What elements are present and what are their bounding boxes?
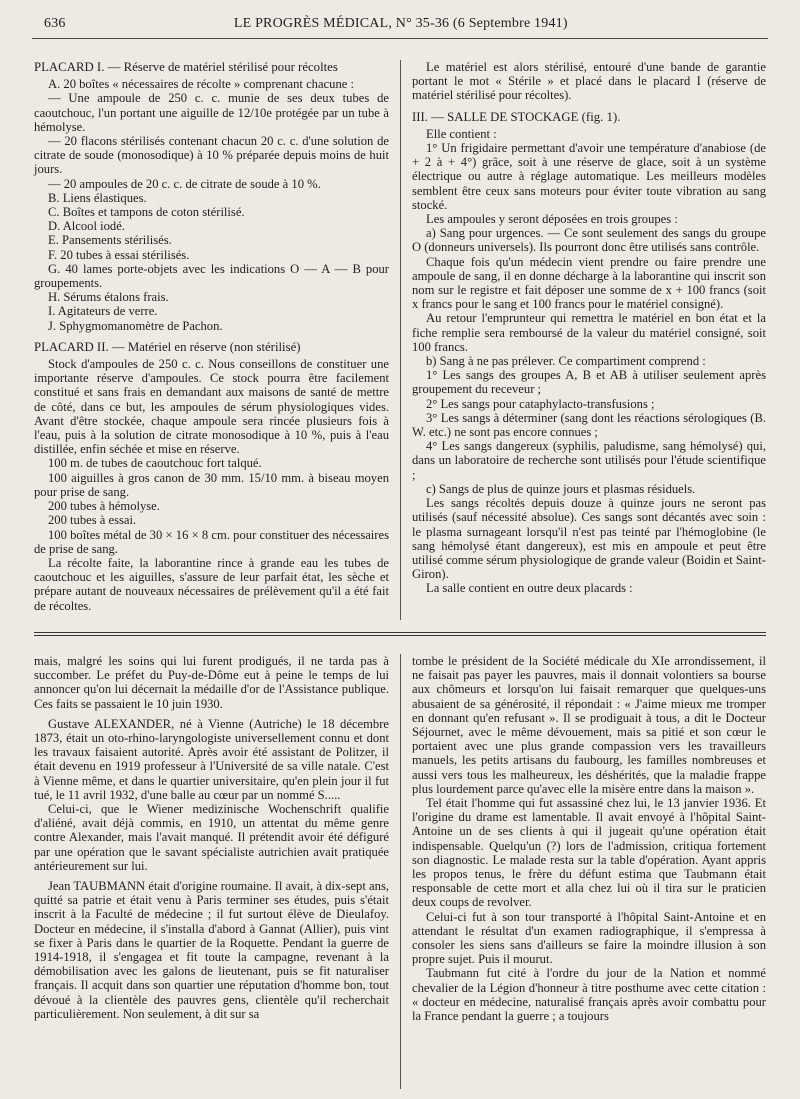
paragraph: J. Sphygmomanomètre de Pachon.	[48, 318, 223, 333]
section-heading: PLACARD II. — Matériel en réserve (non stérilisé)	[34, 339, 301, 354]
paragraph: 3° Les sangs à déterminer (sang dont les réactions sérologiques (B. W. etc.) ne sont pas encore connues ;	[412, 410, 766, 440]
paragraph: a) Sang pour urgences. — Ce sont seulement des sangs du groupe O (donneurs universels). Ils pourront donc être utilisés sans contrôle.	[412, 226, 766, 255]
paragraph: Taubmann fut cité à l'ordre du jour de la Nation et nommé chevalier de la Légion d'honneur à titre posthume avec cette citation : « docteur en médecine, naturalisé français après avoir combattu pour la France pendant la guerre ; a toujours	[412, 966, 766, 1024]
paragraph: I. Agitateurs de verre.	[48, 304, 158, 319]
paragraph: Tel était l'homme qui fut assassiné chez lui, le 13 janvier 1936. Et l'origine du drame est lamentable. Il avait envoyé à l'hôpital Saint-Antoine un de ses clients à qui il jugeait qu'une opération était indispensable. Quelqu'un (?) lors de l'admission, critiqua fortement son diagnostic. Le malade resta sur la table d'opération. Ayant appris les propos tenus, le frère du défunt estima que Taubmann était responsable de cette mort et alla chez lui où il tira sur le praticien deux coups de revolver.	[412, 796, 766, 910]
paragraph: Chaque fois qu'un médecin vient prendre ou faire prendre une ampoule de sang, il en donne décharge à la laborantine qui inscrit son nom sur le registre et fait déposer une somme de x + 100 francs (soit x francs pour le sang et 100 francs pour le matériel consigné).	[412, 254, 766, 312]
paragraph: b) Sang à ne pas prélever. Ce compartiment comprend :	[426, 354, 706, 369]
bottom-right-column	[412, 654, 766, 1023]
paragraph: 200 tubes à hémolyse.	[48, 499, 160, 514]
paragraph: Le matériel est alors stérilisé, entouré d'une bande de garantie portant le mot « Stérile » et placé dans le placard I (réserve de matériel stérilisé pour récoltes).	[412, 60, 766, 103]
paragraph: 2° Les sangs pour cataphylacto-transfusions ;	[426, 396, 655, 411]
top-left-column	[34, 60, 389, 613]
paragraph: Les ampoules y seront déposées en trois groupes :	[426, 212, 678, 227]
paragraph: 100 boîtes métal de 30 × 16 × 8 cm. pour constituer des nécessaires de prise de sang.	[34, 527, 389, 556]
paragraph: H. Sérums étalons frais.	[48, 290, 169, 305]
column-divider-top	[400, 60, 401, 620]
paragraph: Stock d'ampoules de 250 c. c. Nous conseillons de constituer une importante réserve d'ampoules. Ce stock pourra être facilement constitué et sans frais en demandant aux maisons de santé de mettre de côté, dans ce but, les ampoules de sérum physiologiques vides. Avant d'être stockée, chaque ampoule sera rincée plusieurs fois à l'eau, puis à la solution de citrate monosodique à 10 %, puis à l'eau distillée, enfin séchée et mise en réserve.	[34, 357, 389, 457]
paragraph: C. Boîtes et tampons de coton stérilisé.	[48, 205, 245, 220]
paragraph: — Une ampoule de 250 c. c. munie de ses deux tubes de caoutchouc, l'un portant une aiguille de 12/10e protégée par un tube à hémolyse.	[34, 91, 389, 134]
paragraph: A. 20 boîtes « nécessaires de récolte » comprenant chacune :	[48, 77, 354, 92]
paragraph: Gustave ALEXANDER, né à Vienne (Autriche) le 18 décembre 1873, était un oto-rhino-laryngologiste universellement connu et dont les travaux faisaient autorité. Après avoir été assistant de Politzer, il était devenu en 1919 professeur à l'Université de sa ville natale. C'est à Vienne même, et dans le quartier universitaire, qu'en plein jour il fut tué, le 11 avril 1932, d'une balle au cœur par un nommé S.....	[34, 716, 389, 802]
paragraph: F. 20 tubes à essai stérilisés.	[48, 247, 190, 262]
header-rule	[32, 38, 768, 39]
section-heading: PLACARD I. — Réserve de matériel stérilisé pour récoltes	[34, 60, 338, 74]
paragraph: tombe le président de la Société médicale du XIe arrondissement, il ne faisait pas payer les pauvres, mais il donnait volontiers sa bourse aux chômeurs et lorsqu'on lui faisait remarquer que quelques-uns abusaient de sa générosité, il répondait : « J'aime mieux me tromper en donnant qu'en refusant ». Il se prodiguait à tous, a dit le Docteur Séjournet, avec le même dévouement, mais sa pitié et son cœur le portaient avec une plus grande compassion vers les travailleurs manuels, les petits artisans du faubourg, les familles nombreuses et aussi vers tous les malheureux, les déshérités, que la maladie frappe plus lourdement parce qu'avec elle la misère entre dans la maison ».	[412, 654, 766, 796]
paragraph: E. Pansements stérilisés.	[48, 233, 172, 248]
paragraph: — 20 flacons stérilisés contenant chacun 20 c. c. d'une solution de citrate de soude (monosodique) à 10 % préparée depuis moins de huit jours.	[34, 134, 389, 177]
paragraph: Au retour l'emprunteur qui remettra le matériel en bon état et la fiche remplie sera remboursé de la valeur du matériel consigné, soit 100 francs.	[412, 311, 766, 354]
paragraph: La récolte faite, la laborantine rince à grande eau les tubes de caoutchouc et les aiguilles, s'assure de leur parfait état, les sèche et prépare autant de nouveaux nécessaires de prélèvement qu'il a été fait de récoltes.	[34, 555, 389, 613]
paragraph: Les sangs récoltés depuis douze à quinze jours ne seront pas utilisés (sauf nécessité absolue). Ces sangs sont décantés avec soin : le plasma surnageant lorsqu'il n'est pas teinté par l'hémoglobine (le sang hémolysé étant dangereux), est mis en ampoule et peut être utilisé comme sérum physiologique de grande valeur (Boidin et Saint-Giron).	[412, 496, 766, 582]
running-header	[44, 12, 760, 36]
column-divider-bottom	[400, 654, 401, 1089]
page-number: 636	[44, 16, 66, 31]
paragraph: — 20 ampoules de 20 c. c. de citrate de soude à 10 %.	[48, 176, 321, 191]
paragraph: La salle contient en outre deux placards :	[426, 581, 633, 596]
paragraph: mais, malgré les soins qui lui furent prodigués, il ne tarda pas à succomber. Le préfet du Puy-de-Dôme eut à peine le temps de lui annoncer qu'on lui décernait la médaille d'or de l'Assistance publique. Ces faits se passaient le 10 juin 1930.	[34, 654, 389, 711]
paragraph: 100 aiguilles à gros canon de 30 mm. 15/10 mm. à biseau moyen pour prise de sang.	[34, 470, 389, 499]
paragraph: B. Liens élastiques.	[48, 190, 147, 205]
paragraph: Celui-ci fut à son tour transporté à l'hôpital Saint-Antoine et en attendant le résultat d'un examen radiographique, il s'empressa à consoler les siens sans d'ailleurs se faire la moindre illusion à son propre sujet. Puis il mourut.	[412, 909, 766, 967]
paragraph: D. Alcool iodé.	[48, 219, 125, 234]
paragraph: Jean TAUBMANN était d'origine roumaine. Il avait, à dix-sept ans, quitté sa patrie et était venu à Paris terminer ses études, puis s'était inscrit à la Faculté de médecine ; il fut surtout élève de Dieulafoy. Docteur en médecine, il s'installa d'abord à Gannat (Allier), puis vint se fixer à Paris dans le quartier de la Roquette. Pendant la guerre de 1914-1918, il s'engagea et fit toute la campagne, revenant à la démobilisation avec les galons de lieutenant, puis se fit naturaliser français. Il acquit dans son quartier une réputation d'homme bon, tout dévoué à la clientèle des pauvres gens, clientèle qu'il recherchait particulièrement. Non seulement, à dit sur sa	[34, 879, 389, 1021]
paragraph: 4° Les sangs dangereux (syphilis, paludisme, sang hémolysé) qui, dans un laboratoire de recherche sont utilisés pour l'étude scientifique ;	[412, 439, 766, 482]
paragraph: G. 40 lames porte-objets avec les indications O — A — B pour groupements.	[34, 261, 389, 291]
paragraph: 1° Les sangs des groupes A, B et AB à utiliser seulement après groupement du receveur ;	[412, 368, 766, 397]
section-heading: III. — SALLE DE STOCKAGE (fig. 1).	[412, 109, 621, 124]
bottom-left-column	[34, 654, 389, 1021]
top-right-column	[412, 60, 766, 596]
paragraph: c) Sangs de plus de quinze jours et plasmas résiduels.	[426, 481, 696, 496]
paragraph: Celui-ci, que le Wiener medizinische Wochenschrift qualifie d'aliéné, avait déjà commis, en 1910, un attentat du même genre contre Alexander, mais l'avait manqué. Il prétendit avoir été défiguré par une opération que le savant spécialiste autrichien avait pratiquée antérieurement sur lui.	[34, 802, 389, 873]
section-separator-rule	[34, 632, 766, 636]
paragraph: 100 m. de tubes de caoutchouc fort talqué.	[48, 456, 262, 471]
journal-title: LE PROGRÈS MÉDICAL, N° 35-36 (6 Septembre 1941)	[233, 16, 568, 31]
paragraph: Elle contient :	[426, 126, 497, 141]
paragraph: 1° Un frigidaire permettant d'avoir une température d'anabiose (de + 2 à + 4°) grâce, soit à une réserve de glace, soit à un système électrique ou autre à réglage automatique. Les meilleurs modèles semblent être ceux sans moteurs pour éviter toute vibration au sang stocké.	[412, 141, 766, 212]
paragraph: 200 tubes à essai.	[48, 513, 137, 528]
